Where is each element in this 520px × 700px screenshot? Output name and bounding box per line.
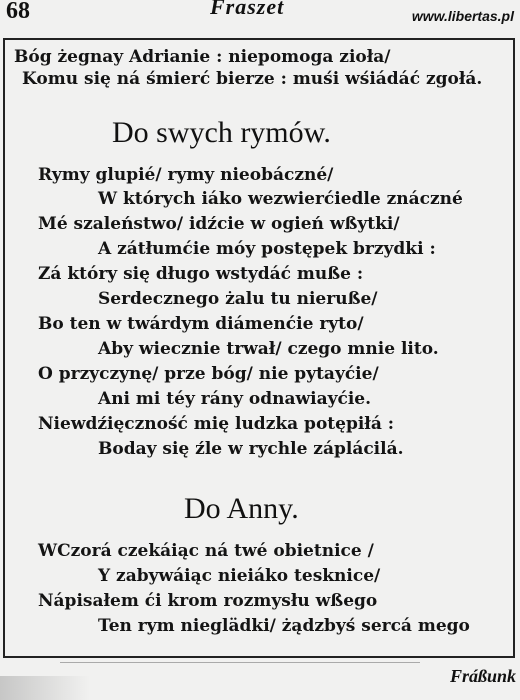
page-number: 68: [6, 0, 30, 24]
poem-line: O przyczynę/ prze bóg/ nie pytayćie/: [38, 364, 379, 384]
poem-line: Zá który się długo wstydáć muße :: [38, 264, 364, 284]
intro-line-2: Komu się ná śmierć bierze : muśi wśiádáć zgołá.: [22, 69, 483, 89]
poem-line: Serdecznego żalu tu nieruße/: [98, 289, 378, 309]
running-head: Fraszet: [210, 0, 285, 19]
poem-line: Bo ten w twárdym diámenćie ryto/: [38, 314, 364, 334]
poem-line: Boday się źle w rychle záplácilá.: [98, 439, 404, 459]
poem-line: Nápisałem ći krom rozmysłu wßego: [38, 591, 378, 611]
section-title-do-anny: Do Anny.: [184, 492, 299, 525]
poem-line: Mé szaleństwo/ idźcie w ogień wßytki/: [38, 214, 400, 234]
catchword: Fráßunk: [449, 666, 516, 686]
poem-line: W których iáko wezwierćiedle znáczné: [98, 189, 463, 209]
intro-line-1: Bóg żegnay Adrianie : niepomoga zioła/: [14, 47, 391, 67]
poem-line: WCzorá czekáiąc ná twé obietnice /: [38, 541, 374, 561]
poem-line: A zátłumćie móy postępek brzydki :: [98, 239, 436, 259]
poem-line: Y zabywáiąc nieiáko tesknice/: [98, 566, 381, 586]
poem-line: Ani mi téy rány odnawiayćie.: [98, 389, 372, 409]
watermark: www.libertas.pl: [411, 8, 514, 24]
poem-line: Aby wiecznie trwał/ czego mnie lito.: [98, 339, 439, 359]
poem-line: Rymy glupié/ rymy nieobáczné/: [38, 165, 334, 185]
bottom-rule: [60, 662, 420, 663]
page-smudge: [0, 676, 90, 700]
section-title-do-swych-rymow: Do swych rymów.: [112, 116, 331, 149]
poem-line: Ten rym nieglädki/ żądzbyś sercá mego: [98, 616, 470, 636]
poem-line: Niewdźięczność mię ludzka potępiłá :: [38, 414, 395, 434]
